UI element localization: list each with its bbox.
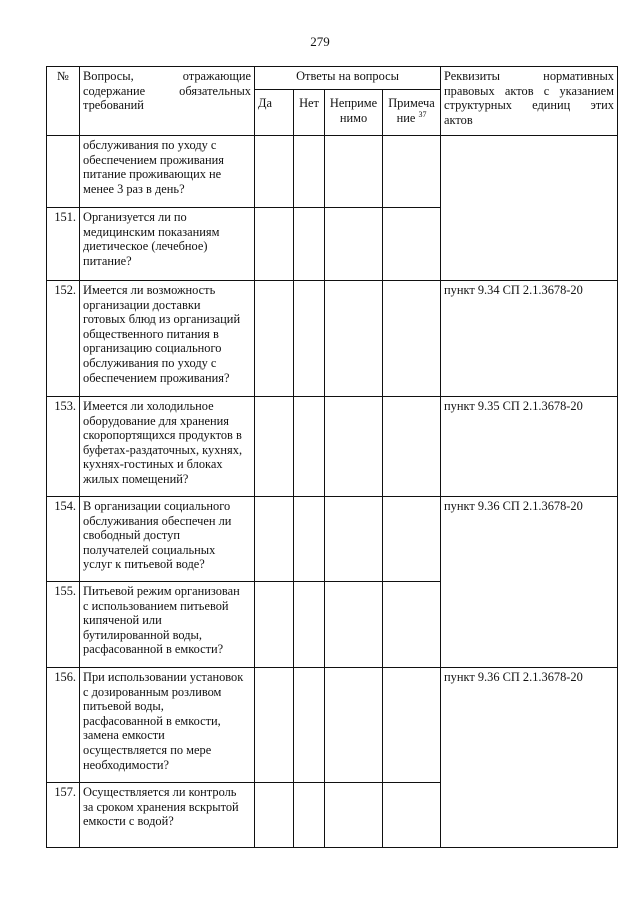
answer-yes-cell[interactable] [255,281,294,397]
question-line: В организации социального [83,499,231,513]
question-line: осуществляется по мере [83,742,212,757]
header-questions-line: Вопросы, отражающие [83,69,251,83]
question-line: Имеется ли возможность [83,283,216,297]
header-answers-title: Ответы на вопросы [296,69,399,83]
question-line: медицинским показаниям [83,224,220,239]
header-answers-cell [255,67,441,90]
question-line: обеспечением проживания [83,152,224,167]
question-line: оборудование для хранения [83,413,229,428]
row-requisites: пункт 9.35 СП 2.1.3678-20 [441,397,618,497]
answer-note-cell[interactable] [383,668,441,783]
question-line: скоропортящихся продуктов в [83,428,242,443]
question-line: емкости с водой? [83,814,174,829]
question-line: кипяченой или [83,613,162,628]
header-not-applicable-cell [325,90,383,136]
answer-yes-cell[interactable] [255,497,294,582]
answer-yes-cell[interactable] [255,783,294,848]
table-row [47,497,618,582]
answer-no-cell[interactable] [294,397,325,497]
header-requisites-line: актов [444,112,473,127]
question-line: питание проживающих не [83,167,222,182]
question-line: буфетах-раздаточных, кухнях, [83,442,243,457]
header-num-cell [47,67,80,136]
answer-note-cell[interactable] [383,397,441,497]
header-note-line-with-sup [386,111,437,126]
header-note-footnote: 37 [418,109,427,119]
answer-not-applicable-cell[interactable] [325,281,383,397]
page-number: 279 [310,34,330,49]
header-note-line: ние [396,110,416,125]
row-number: 153. [47,397,80,497]
question-line: с использованием питьевой [83,598,229,613]
table-row [47,281,618,397]
question-line: питьевой воды, [83,699,164,714]
answer-not-applicable-cell[interactable] [325,136,383,208]
header-num: № [57,69,69,83]
answer-not-applicable-cell[interactable] [325,397,383,497]
header-requisites-line: правовых актов с указанием [444,83,615,98]
answer-yes-cell[interactable] [255,136,294,208]
question-line: жилых помещений? [83,471,189,486]
question-line: общественного питания в [83,326,219,341]
row-number: 157. [47,783,80,848]
question-line: питание? [83,253,132,268]
question-line: с дозированным розливом [83,684,222,699]
answer-note-cell[interactable] [383,582,441,668]
question-line: обслуживания по уходу с [83,138,217,152]
row-question [80,281,255,397]
row-number: 154. [47,497,80,582]
answer-note-cell[interactable] [383,281,441,397]
header-note-cell [383,90,441,136]
answer-no-cell[interactable] [294,783,325,848]
row-question [80,397,255,497]
row-number: 156. [47,668,80,783]
row-question [80,136,255,208]
question-line: обслуживания обеспечен ли [83,513,232,528]
question-line: свободный доступ [83,528,180,543]
question-line: Осуществляется ли контроль [83,785,237,799]
answer-note-cell[interactable] [383,783,441,848]
checklist-table [46,66,618,848]
table-row [47,668,618,783]
header-note-line: Примеча [388,96,435,110]
header-yes-cell [255,90,294,136]
answer-not-applicable-cell[interactable] [325,783,383,848]
question-line: диетическое (лечебное) [83,239,208,254]
question-line: бутилированной воды, [83,627,202,642]
question-line: Питьевой режим организован [83,584,240,598]
question-line: организации доставки [83,297,201,312]
row-question [80,783,255,848]
row-number: 151. [47,208,80,281]
answer-yes-cell[interactable] [255,582,294,668]
question-line: услуг к питьевой воде? [83,557,205,572]
answer-no-cell[interactable] [294,281,325,397]
header-requisites-line: структурных единиц этих [444,98,615,113]
answer-yes-cell[interactable] [255,397,294,497]
question-line: обслуживания по уходу с [83,355,217,370]
question-line: замена емкости [83,728,165,743]
row-number: 152. [47,281,80,397]
row-requisites: пункт 9.36 СП 2.1.3678-20 [441,668,618,848]
header-questions-cell [80,67,255,136]
header-row [47,67,618,90]
answer-not-applicable-cell[interactable] [325,668,383,783]
question-line: расфасованной в емкости? [83,642,224,657]
answer-yes-cell[interactable] [255,208,294,281]
answer-no-cell[interactable] [294,208,325,281]
question-line: Имеется ли холодильное [83,399,214,413]
question-line: Организуется ли по [83,210,187,224]
row-question [80,208,255,281]
answer-note-cell[interactable] [383,497,441,582]
header-yes: Да [258,96,272,110]
question-line: организацию социального [83,341,222,356]
header-requisites-cell [441,67,618,136]
table-row [47,397,618,497]
row-question [80,668,255,783]
question-line: обеспечением проживания? [83,370,230,385]
answer-not-applicable-cell[interactable] [325,497,383,582]
question-line: расфасованной в емкости, [83,713,221,728]
answer-not-applicable-cell[interactable] [325,582,383,668]
question-line: необходимости? [83,757,170,772]
question-line: за сроком хранения вскрытой [83,799,239,814]
answer-no-cell[interactable] [294,668,325,783]
answer-note-cell[interactable] [383,208,441,281]
header-questions-line: требований [83,98,144,113]
answer-no-cell[interactable] [294,582,325,668]
answer-yes-cell[interactable] [255,668,294,783]
question-line: кухнях-гостиных и блоках [83,457,223,472]
question-line: получателей социальных [83,542,216,557]
question-line: менее 3 раз в день? [83,181,185,196]
answer-no-cell[interactable] [294,497,325,582]
header-not-applicable-line: Неприме [329,96,378,110]
row-requisites: пункт 9.36 СП 2.1.3678-20 [441,497,618,668]
row-number: 155. [47,582,80,668]
row-number [47,136,80,208]
header-not-applicable-line: нимо [339,110,368,125]
question-line: готовых блюд из организаций [83,312,241,327]
answer-no-cell[interactable] [294,136,325,208]
row-question [80,582,255,668]
row-requisites: пункт 9.34 СП 2.1.3678-20 [441,281,618,397]
row-question [80,497,255,582]
answer-not-applicable-cell[interactable] [325,208,383,281]
answer-note-cell[interactable] [383,136,441,208]
header-no: Нет [299,96,319,110]
question-line: При использовании установок [83,670,244,684]
header-requisites-line: Реквизиты нормативных [444,69,615,83]
header-questions-line: содержание обязательных [83,83,251,98]
table-row [47,136,618,208]
header-no-cell [294,90,325,136]
row-requisites [441,136,618,281]
